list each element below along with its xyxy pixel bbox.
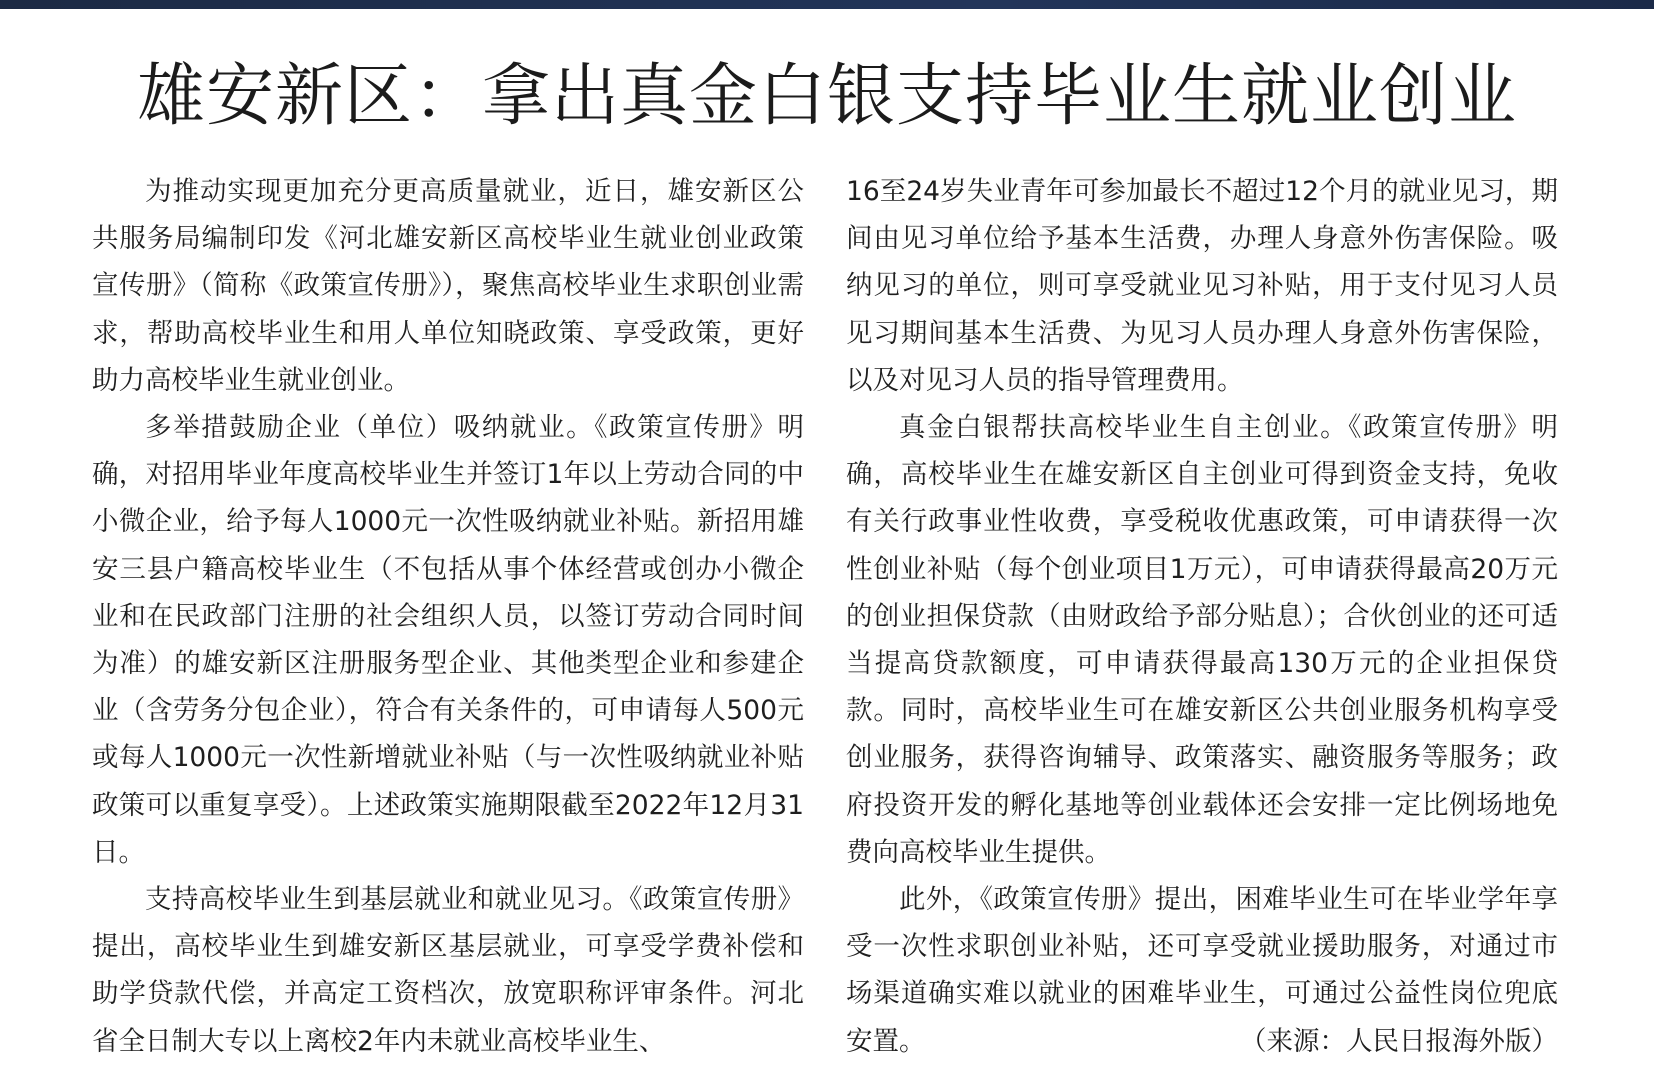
paragraph-entrepreneurship: 真金白银帮扶高校毕业生自主创业。《政策宣传册》明确，高校毕业生在雄安新区自主创业可得到资金支持，免收有关行政事业性收费，享受税收优惠政策，可申请获得一次性创业补贴（每个创业项目1万元），可申请获得最高20万元的创业担保贷款（由财政给予部分贴息）；合伙创业的还可适当提高贷款额度，可申请获得最高130万元的企业担保贷款。同时，高校毕业生可在雄安新区公共创业服务机构享受创业服务，获得咨询辅导、政策落实、融资服务等服务；政府投资开发的孵化基地等创业载体还会安排一定比例场地免费向高校毕业生提供。	[846, 412, 1558, 868]
source-credit: （来源：人民日报海外版）	[1240, 1025, 1558, 1057]
article-title: 雄安新区：拿出真金白银支持毕业生就业创业	[136, 57, 1517, 136]
paragraph-difficult-graduates-text: 此外，《政策宣传册》提出，困难毕业生可在毕业学年享受一次性求职创业补贴，还可享受就业援助服务，对通过市场渠道确实难以就业的困难毕业生，可通过公益性岗位兜底安置。	[846, 884, 1558, 1057]
paragraph-internship-continued: 16至24岁失业青年可参加最长不超过12个月的就业见习，期间由见习单位给予基本生活费，办理人身意外伤害保险。吸纳见习的单位，则可享受就业见习补贴，用于支付见习人员见习期间基本生活费、为见习人员办理人身意外伤害保险，以及对见习人员的指导管理费用。	[846, 176, 1558, 396]
top-banner-bar	[0, 0, 1654, 9]
paragraph-intro: 为推动实现更加充分更高质量就业，近日，雄安新区公共服务局编制印发《河北雄安新区高校毕业生就业创业政策宣传册》（简称《政策宣传册》），聚焦高校毕业生求职创业需求，帮助高校毕业生和用人单位知晓政策、享受政策，更好助力高校毕业生就业创业。	[92, 176, 804, 396]
paragraph-grassroots-internship: 支持高校毕业生到基层就业和就业见习。《政策宣传册》提出，高校毕业生到雄安新区基层就业，可享受学费补偿和助学贷款代偿，并高定工资档次，放宽职称评审条件。河北省全日制大专以上离校2年内未就业高校毕业生、	[92, 884, 804, 1057]
paragraph-employer-incentives: 多举措鼓励企业（单位）吸纳就业。《政策宣传册》明确，对招用毕业年度高校毕业生并签订1年以上劳动合同的中小微企业，给予每人1000元一次性吸纳就业补贴。新招用雄安三县户籍高校毕业生（不包括从事个体经营或创办小微企业和在民政部门注册的社会组织人员，以签订劳动合同时间为准）的雄安新区注册服务型企业、其他类型企业和参建企业（含劳务分包企业），符合有关条件的，可申请每人500元或每人1000元一次性新增就业补贴（与一次性吸纳就业补贴政策可以重复享受）。上述政策实施期限截至2022年12月31日。	[92, 412, 804, 868]
paragraph-difficult-graduates	[846, 876, 1558, 1065]
article-column-right	[846, 168, 1558, 1065]
article-column-left	[92, 168, 804, 1065]
